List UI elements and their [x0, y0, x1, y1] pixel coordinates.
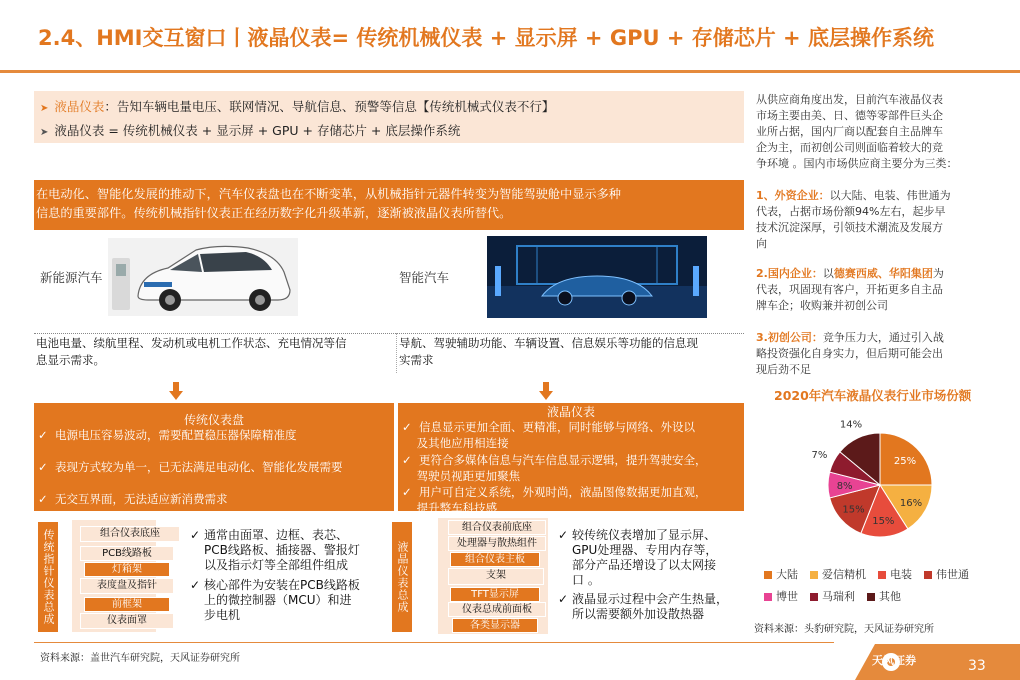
lcd-desc-line: 部分产品还增设了以太网接: [572, 558, 717, 572]
lcd-item-text: 驾驶员视距更加聚焦: [416, 469, 521, 483]
legend-label: 大陆: [776, 568, 798, 581]
chart-title: 2020年汽车液晶仪表行业市场份额: [774, 388, 972, 403]
trad-desc-line: 以及指示灯等全部组件组成: [204, 558, 349, 572]
lcd-part: 支架: [448, 568, 544, 585]
legend-item: [764, 568, 798, 581]
arrow-icon: ➤: [40, 103, 49, 114]
traditional-panel-title: 传统仪表盘: [183, 413, 244, 427]
ev-desc: [36, 335, 347, 369]
bullet-text: ：告知车辆电量电压、联网情况、导航信息、预警等信息【传统机械式仪表不行】: [104, 99, 555, 114]
foreign-line: 向: [756, 237, 767, 250]
lcd-item-text: 更符合多媒体信息与汽车信息显示逻辑，提升驾驶安全，: [418, 453, 707, 467]
lcd-item-text: 用户可自定义系统，外观时尚，液晶图像数据更加直观，: [418, 485, 707, 499]
title-divider: [0, 70, 1020, 73]
intro-banner: [34, 180, 744, 230]
lcd-desc-line: 口 。: [572, 573, 600, 587]
banner-line: 信息的重要部件。传统机械指针仪表正在经历数字化升级革新，逐渐被液晶仪表所替代。: [36, 206, 512, 220]
trad-item-text: 无交互界面，无法适应新消费需求: [54, 492, 228, 506]
legend-swatch: [924, 571, 932, 579]
market-share-pie: [800, 405, 960, 565]
footer-source: 资料来源：盖世汽车研究院，天风证券研究所: [40, 653, 240, 664]
trad-desc-1: ✓ 通常由面罩、边框、表芯、 PCB线路板、插接器、警报灯 以及指示灯等全部组件组成: [190, 528, 360, 572]
supplier-startup: [756, 330, 988, 378]
intro-line: 企为主，而初创公司则面临着较大的竞: [756, 141, 943, 154]
legend-label: 伟世通: [936, 568, 969, 581]
brand-logo: [835, 644, 1020, 680]
lcd-part: TFT显示屏: [450, 587, 540, 602]
legend-label: 其他: [879, 590, 901, 603]
lcd-part: 处理器与散热组件: [448, 536, 546, 551]
smart-label: 智能汽车: [399, 270, 450, 285]
ev-car-image: [108, 238, 298, 316]
lcd-desc-2: ✓ 液晶显示过程中会产生热量， 所以需要额外加设散热器: [558, 592, 729, 621]
legend-swatch: [810, 571, 818, 579]
intro-line: 从供应商角度出发，目前汽车液晶仪表: [756, 93, 943, 106]
pie-label-5: 8%: [836, 481, 853, 492]
trad-part: 仪表面罩: [80, 613, 174, 629]
supplier-foreign: [756, 188, 988, 252]
legend-swatch: [764, 593, 772, 601]
legend-item: [764, 590, 798, 603]
legend-item: [878, 568, 912, 581]
trad-item-text: 电源电压容易波动，需要配置稳压器保障精准度: [54, 428, 297, 442]
lcd-panel: [398, 403, 744, 515]
lcd-desc-1: ✓ 较传统仪表增加了显示屏、 GPU处理器、专用内存等， 部分产品还增设了以太网接 口 。: [558, 528, 718, 587]
lcd-item: ✓ 信息显示更加全面、更精准，同时能够与网络、外设以 及其他应用相连接: [402, 420, 695, 450]
lcd-assembly-label: 液晶仪表总成: [392, 522, 412, 632]
lcd-part: 各类显示器: [452, 618, 538, 633]
startup-line: 略投资强化自身实力，但后期可能会出: [756, 347, 943, 360]
trad-item: ✓ 无交互界面，无法适应新消费需求: [38, 492, 228, 506]
trad-item-text: 表现方式较为单一，已无法满足电动化、智能化发展需要: [54, 460, 343, 474]
lcd-item: ✓ 用户可自定义系统，外观时尚，液晶图像数据更加直观， 提升整车科技感: [402, 485, 707, 515]
domestic-highlight: 德赛西威、华阳集团: [833, 267, 933, 280]
lcd-desc-line: GPU处理器、专用内存等，: [572, 543, 718, 557]
supplier-intro: [756, 92, 988, 172]
traditional-panel: [34, 403, 394, 511]
column-divider: [396, 333, 397, 373]
startup-head: 3.初创公司：: [756, 331, 823, 344]
lcd-item-text: 提升整车科技感: [416, 501, 498, 515]
domestic-line: 牌车企；收购兼并初创公司: [756, 299, 888, 312]
smart-desc-line: 实需求: [399, 353, 434, 367]
ev-label: 新能源汽车: [40, 270, 103, 285]
ev-desc-line: 电池电量、续航里程、发动机或电机工作状态、充电情况等信: [36, 336, 347, 350]
pie-label-1: 25%: [893, 455, 917, 467]
lcd-item-text: 信息显示更加全面、更精准，同时能够与网络、外设以: [418, 420, 695, 434]
legend-swatch: [764, 571, 772, 579]
lcd-part: 组合仪表主板: [450, 552, 540, 567]
legend-label: 爱信精机: [822, 568, 866, 581]
trad-desc-line: 核心部件为安装在PCB线路板: [204, 578, 360, 592]
intro-line: 争环境 。国内市场供应商主要分为三类：: [756, 157, 958, 170]
supplier-domestic: [756, 266, 988, 314]
legend-label: 博世: [776, 590, 798, 603]
legend-swatch: [810, 593, 818, 601]
startup-line: 现后劲不足: [756, 363, 811, 376]
lcd-item: ✓ 更符合多媒体信息与汽车信息显示逻辑，提升驾驶安全， 驾驶员视距更加聚焦: [402, 453, 707, 483]
trad-item: ✓ 电源电压容易波动，需要配置稳压器保障精准度: [38, 428, 297, 442]
legend-item: [810, 568, 866, 581]
pie-label-6: 7%: [811, 450, 828, 462]
lcd-panel-title: 液晶仪表: [546, 405, 595, 419]
legend-item: [867, 590, 901, 603]
smart-desc: [399, 335, 698, 369]
foreign-line: 代表，占据市场份额94%左右，起步早: [756, 205, 946, 218]
lcd-item-text: 及其他应用相连接: [416, 436, 509, 450]
lcd-desc-line: 液晶显示过程中会产生热量，: [572, 592, 729, 606]
domestic-head: 2.国内企业：: [756, 267, 823, 280]
pie-label-2: 16%: [899, 498, 923, 510]
trad-part: 表度盘及指针: [80, 578, 174, 594]
arrow-icon: ➤: [40, 127, 49, 138]
legend-item: [810, 590, 855, 603]
trad-part: PCB线路板: [80, 546, 174, 561]
intro-line: 业所占据，国内厂商以配套自主品牌车: [756, 125, 943, 138]
domestic-tail: 为: [932, 267, 944, 280]
pie-label-7: 14%: [839, 419, 863, 431]
pie-label-4: 15%: [842, 504, 865, 516]
bullet-text: 液晶仪表 = 传统机械仪表 + 显示屏 + GPU + 存储芯片 + 底层操作系统: [54, 123, 461, 138]
logo-text: 天风证券: [872, 654, 916, 667]
trad-desc-line: 步电机: [204, 608, 241, 622]
trad-desc-2: ✓ 核心部件为安装在PCB线路板 上的微控制器（MCU）和进 步电机: [190, 578, 360, 622]
trad-part: 灯箱架: [84, 562, 170, 577]
footer-divider: [34, 642, 834, 643]
startup-line: 竞争压力大，通过引入战: [822, 331, 944, 344]
trad-part: 前框架: [84, 597, 170, 612]
lcd-desc-line: 较传统仪表增加了显示屏、: [572, 528, 717, 542]
ev-desc-line: 息显示需求。: [36, 353, 105, 367]
trad-desc-line: 通常由面罩、边框、表芯、: [204, 528, 349, 542]
smart-car-image: [487, 236, 707, 318]
down-arrow-icon: [169, 382, 183, 400]
trad-item: ✓ 表现方式较为单一，已无法满足电动化、智能化发展需要: [38, 460, 343, 474]
domestic-line: 代表，巩固现有客户，开拓更多自主品: [756, 283, 943, 296]
trad-assembly-label: 传统指针仪表总成: [38, 522, 58, 632]
trad-desc-line: 上的微控制器（MCU）和进: [204, 593, 352, 607]
legend-label: 电装: [890, 568, 912, 581]
smart-desc-line: 导航、驾驶辅助功能、车辆设置、信息娱乐等功能的信息现: [399, 336, 698, 350]
bullet-lead: 液晶仪表: [54, 99, 105, 114]
legend-swatch: [878, 571, 886, 579]
chart-source: 资料来源：头豹研究院，天风证券研究所: [754, 624, 934, 635]
lcd-part: 组合仪表前底座: [448, 520, 546, 535]
lcd-desc-line: 所以需要额外加设散热器: [572, 607, 705, 621]
domestic-mid: 以: [822, 267, 834, 280]
banner-line: 在电动化、智能化发展的推动下，汽车仪表盘也在不断变革，从机械指针元器件转变为智能驾驶舱中显示多种: [36, 187, 621, 201]
page-title: 2.4、HMI交互窗口丨液晶仪表= 传统机械仪表 + 显示屏 + GPU + 存储芯片 + 底层操作系统: [38, 26, 934, 50]
foreign-line: 技术沉淀深厚，引领技术潮流及发展方: [756, 221, 943, 234]
down-arrow-icon: [539, 382, 553, 400]
chart-legend: [764, 566, 1014, 604]
bullet-item-2: [40, 121, 460, 139]
legend-swatch: [867, 593, 875, 601]
divider-line: [34, 333, 744, 334]
bullet-item-1: [40, 97, 554, 115]
page-number: 33: [968, 658, 986, 674]
trad-part: 组合仪表底座: [80, 526, 180, 542]
lcd-part: 仪表总成前面板: [448, 602, 546, 617]
legend-label: 马瑞利: [822, 590, 855, 603]
trad-desc-line: PCB线路板、插接器、警报灯: [204, 543, 360, 557]
pie-label-3: 15%: [872, 516, 895, 528]
intro-line: 市场主要由美、日、德等零部件巨头企: [756, 109, 943, 122]
foreign-head: 1、外资企业：: [756, 189, 830, 202]
foreign-line: 以大陆、电装、伟世通为: [829, 189, 951, 202]
legend-item: [924, 568, 969, 581]
